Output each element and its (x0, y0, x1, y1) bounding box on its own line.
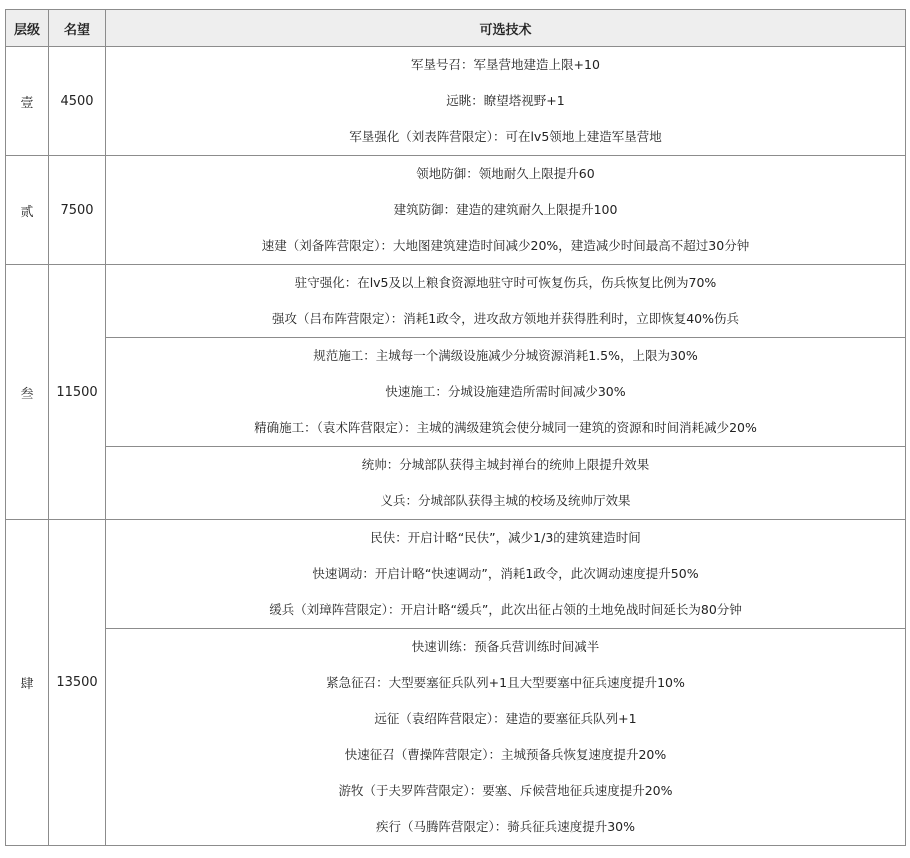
table-row (6, 156, 906, 265)
tech-item: 规范施工：主城每一个满级设施减少分城资源消耗1.5%，上限为30% (313, 348, 698, 363)
header-row (6, 10, 906, 47)
tech-item: 义兵：分城部队获得主城的校场及统帅厅效果 (380, 493, 631, 508)
tech-group-cell (106, 156, 906, 265)
fame-cell: 11500 (49, 265, 106, 520)
tech-item: 缓兵（刘璋阵营限定）：开启计略“缓兵”，此次出征占领的土地免战时间延长为80分钟 (269, 602, 742, 617)
tech-item: 速建（刘备阵营限定）：大地图建筑建造时间减少20%，建造减少时间最高不超过30分钟 (261, 238, 750, 253)
tech-item: 快速训练：预备兵营训练时间减半 (411, 639, 600, 654)
tech-item: 民伕：开启计略“民伕”，减少1/3的建筑建造时间 (370, 530, 641, 545)
tech-item: 领地防御：领地耐久上限提升60 (416, 166, 595, 181)
fame-cell: 13500 (49, 520, 106, 846)
table-row (6, 265, 906, 338)
tech-item: 军垦号召：军垦营地建造上限+10 (411, 57, 600, 72)
table-body (6, 47, 906, 846)
tech-group-cell (106, 629, 906, 846)
tech-table (5, 9, 906, 846)
tech-item: 快速施工：分城设施建造所需时间减少30% (385, 384, 626, 399)
header-fame: 名望 (49, 10, 106, 47)
tech-item: 驻守强化：在lv5及以上粮食资源地驻守时可恢复伤兵，伤兵恢复比例为70% (294, 275, 717, 290)
header-tier: 层级 (6, 10, 49, 47)
tech-item: 军垦强化（刘表阵营限定）：可在lv5领地上建造军垦营地 (349, 129, 662, 144)
tier-cell: 肆 (6, 520, 49, 846)
tech-item: 远眺：瞭望塔视野+1 (446, 93, 565, 108)
tech-group-cell (106, 338, 906, 447)
tech-item: 快速调动：开启计略“快速调动”，消耗1政令，此次调动速度提升50% (312, 566, 699, 581)
table-row (6, 338, 906, 447)
tech-group-cell (106, 520, 906, 629)
tech-item: 疾行（马腾阵营限定）：骑兵征兵速度提升30% (375, 819, 636, 834)
tech-item: 精确施工：（袁术阵营限定）：主城的满级建筑会使分城同一建筑的资源和时间消耗减少20% (254, 420, 757, 435)
tech-item: 强攻（吕布阵营限定）：消耗1政令，进攻敌方领地并获得胜利时，立即恢复40%伤兵 (272, 311, 739, 326)
header-tech: 可选技术 (106, 10, 906, 47)
table-row (6, 520, 906, 629)
tier-cell: 叁 (6, 265, 49, 520)
table-row (6, 447, 906, 520)
table-row (6, 47, 906, 156)
fame-cell: 7500 (49, 156, 106, 265)
tech-item: 快速征召（曹操阵营限定）：主城预备兵恢复速度提升20% (344, 747, 667, 762)
tech-item: 建筑防御：建造的建筑耐久上限提升100 (393, 202, 618, 217)
tier-cell: 壹 (6, 47, 49, 156)
tech-item: 游牧（于夫罗阵营限定）：要塞、斥候营地征兵速度提升20% (338, 783, 673, 798)
tech-group-cell (106, 265, 906, 338)
tech-item: 统帅：分城部队获得主城封禅台的统帅上限提升效果 (361, 457, 650, 472)
tech-group-cell (106, 47, 906, 156)
tech-group-cell (106, 447, 906, 520)
fame-cell: 4500 (49, 47, 106, 156)
tech-item: 紧急征召：大型要塞征兵队列+1且大型要塞中征兵速度提升10% (326, 675, 685, 690)
table-row (6, 629, 906, 846)
tech-item: 远征（袁绍阵营限定）：建造的要塞征兵队列+1 (374, 711, 637, 726)
tier-cell: 贰 (6, 156, 49, 265)
